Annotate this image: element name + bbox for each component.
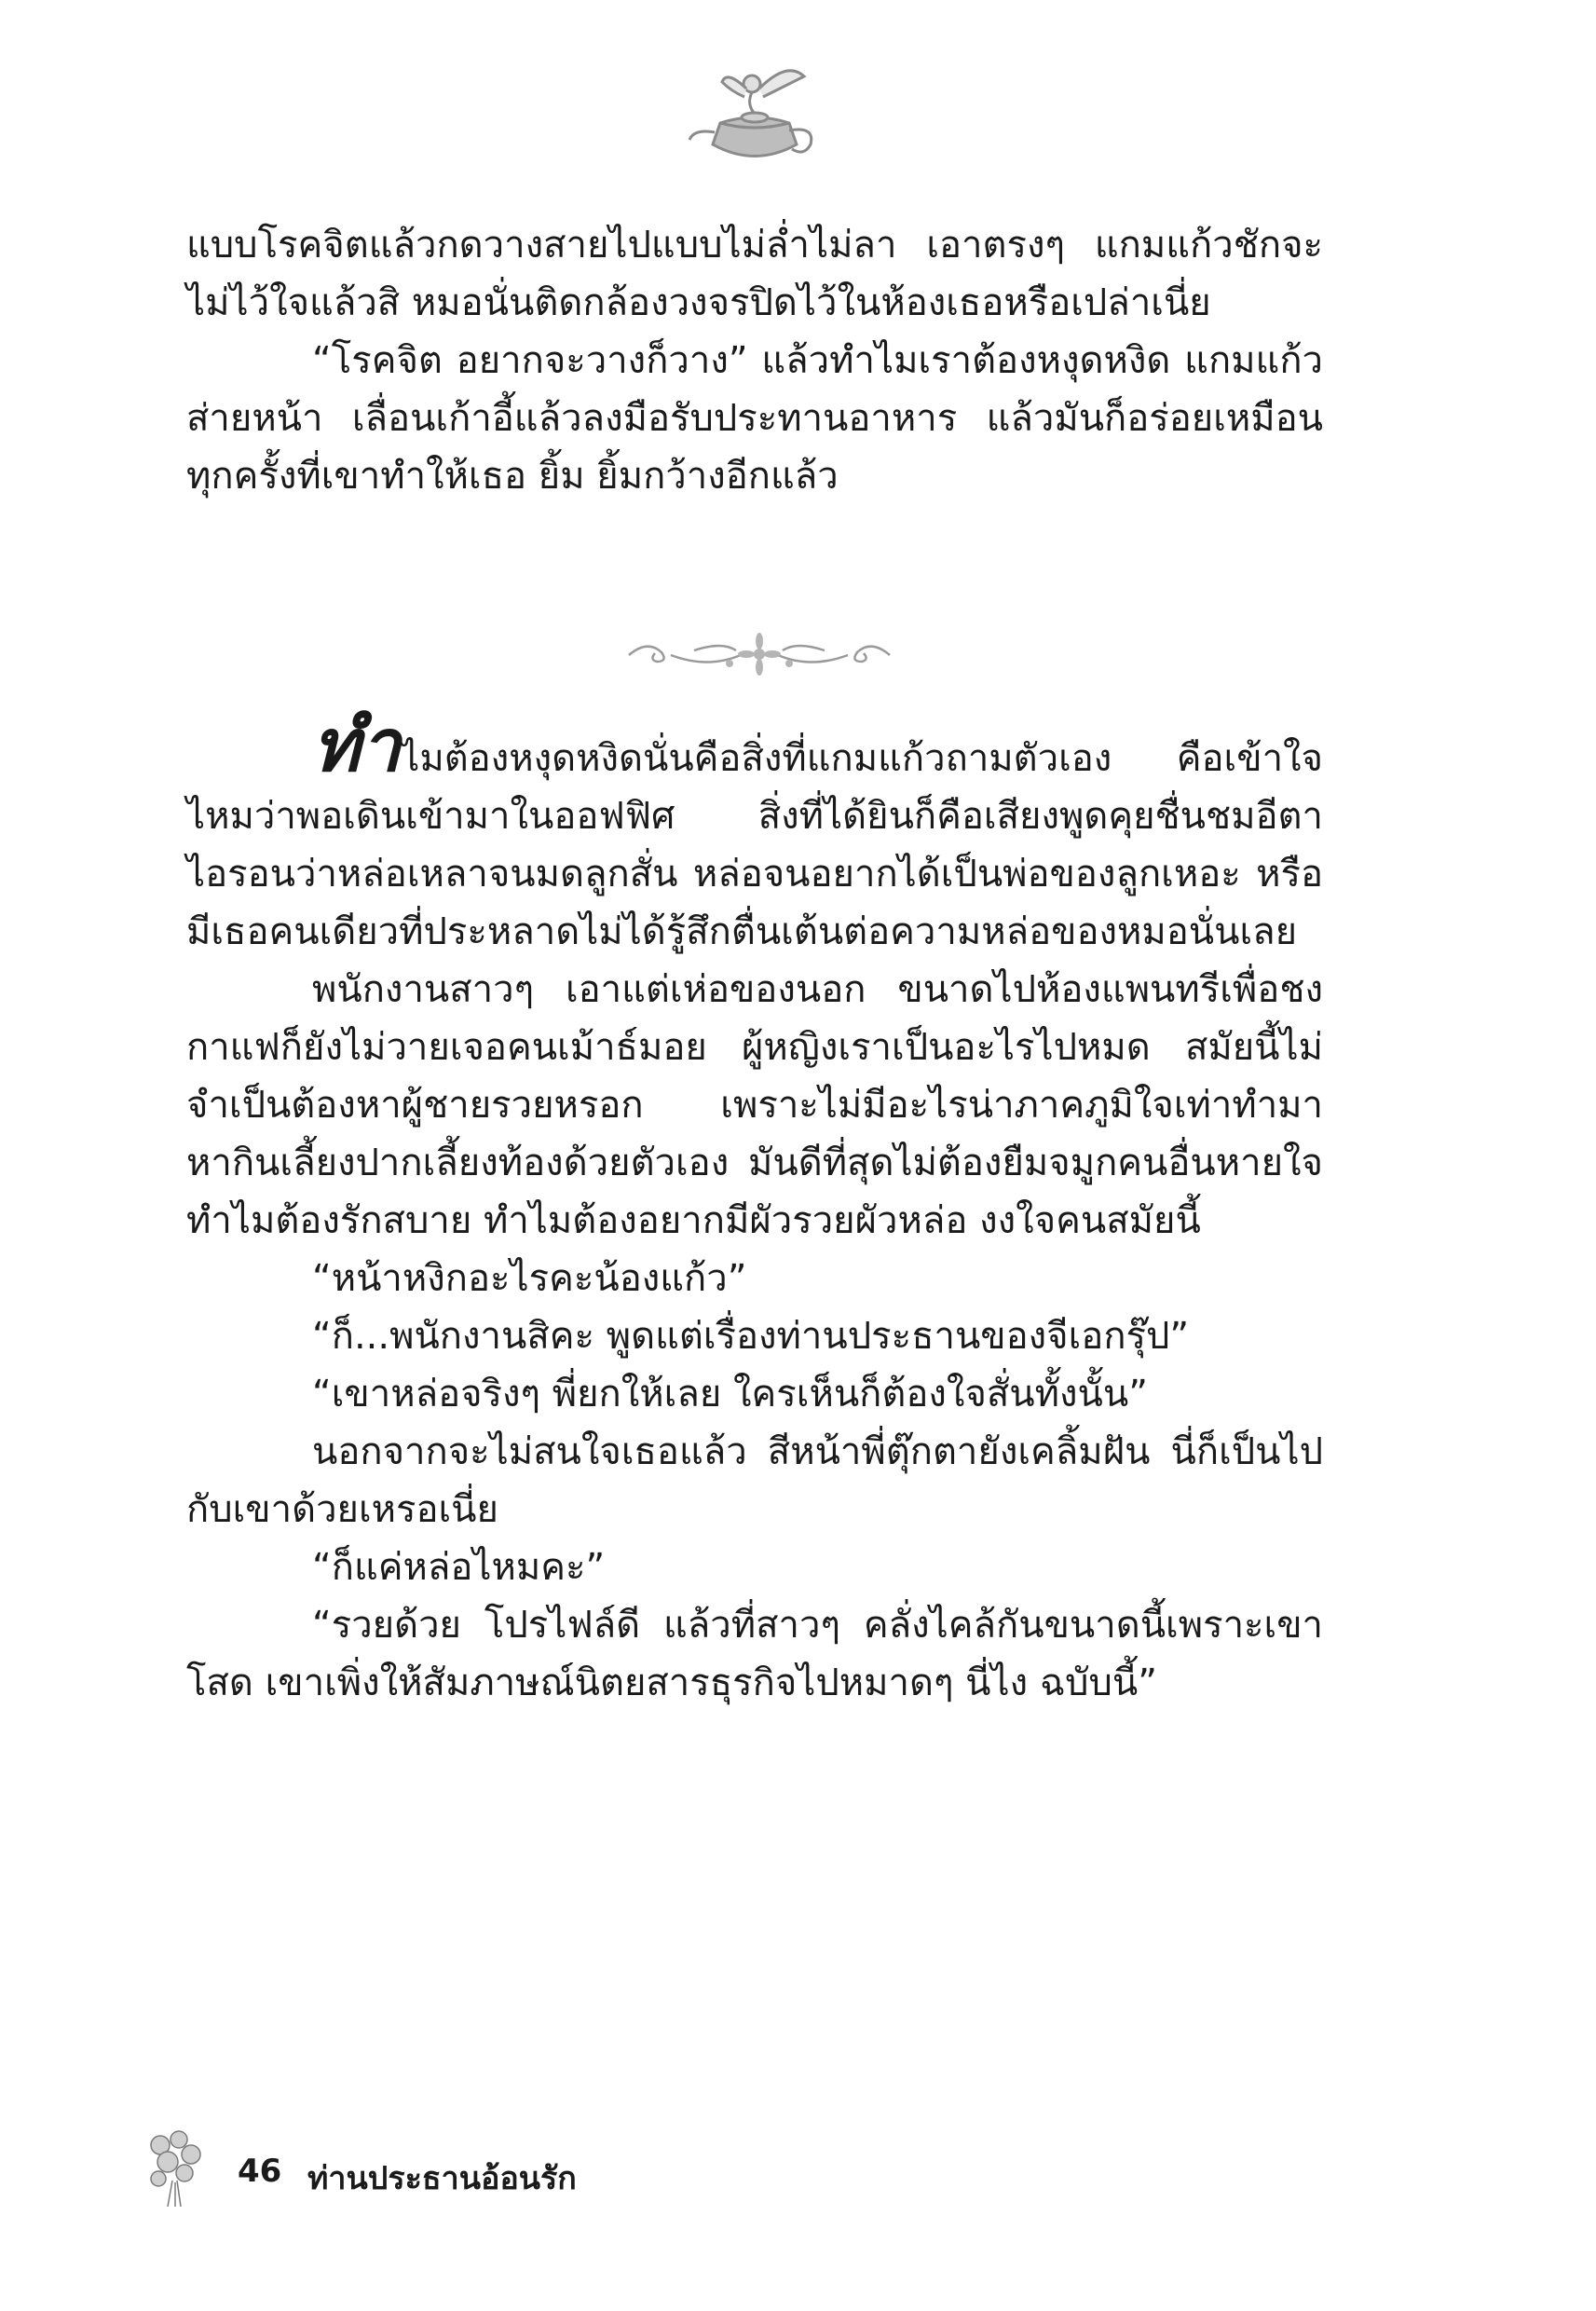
page-number: 46 (238, 2153, 282, 2190)
dialogue-line: “หน้าหงิกอะไรคะน้องแก้ว” (312, 1257, 747, 1300)
flower-bouquet-icon (140, 2125, 210, 2208)
dialogue-line: “ก็แค่หล่อไหมคะ” (312, 1546, 606, 1589)
paragraph: นอกจากจะไม่สนใจเธอแล้ว สีหน้าพี่ตุ๊กตายังเคลิ้มฝัน นี่ก็เป็นไปกับเขาด้วยเหรอเนี่ย (186, 1430, 1323, 1531)
section-1-text (186, 216, 1323, 505)
book-title: ท่านประธานอ้อนรัก (307, 2160, 577, 2197)
drop-word: ทำ (312, 704, 402, 788)
teapot-fairy-ornament-icon (685, 56, 825, 168)
dialogue-line: “ก็...พนักงานสิคะ พูดแต่เรื่องท่านประธานของจีเอกรุ๊ป” (312, 1315, 1190, 1358)
paragraph-rest: ไมต้องหงุดหงิดนั่นคือสิ่งที่แกมแก้วถามตัวเอง คือเข้าใจไหมว่าพอเดินเข้ามาในออฟฟิศ สิ่งที่ได้ยินก็คือเสียงพูดคุยชื่นชมอีตาไอรอนว่าหล่อเหลาจนมดลูกสั่น หล่อจนอยากได้เป็นพ่อของลูกเหอะ หรือมีเธอคนเดียวที่ประหลาดไม่ได้รู้สึกตื่นเต้นต่อความหล่อของหมอนั่นเลย (186, 737, 1323, 953)
page-footer (140, 2125, 792, 2208)
paragraph: พนักงานสาวๆ เอาแต่เห่อของนอก ขนาดไปห้องแพนทรีเพื่อชงกาแฟก็ยังไม่วายเจอคนเม้าธ์มอย ผู้หญิงเราเป็นอะไรไปหมด สมัยนี้ไม่จำเป็นต้องหาผู้ชายรวยหรอก เพราะไม่มีอะไรน่าภาคภูมิใจเท่าทำมาหากินเลี้ยงปากเลี้ยงท้องด้วยตัวเอง มันดีที่สุดไม่ต้องยืมจมูกคนอื่นหายใจ ทำไมต้องรักสบาย ทำไมต้องอยากมีผัวรวยผัวหล่อ งงใจคนสมัยนี้ (186, 968, 1323, 1242)
paragraph-with-drop-word (186, 704, 1323, 961)
paragraph: แบบโรคจิตแล้วกดวางสายไปแบบไม่ล่ำไม่ลา เอาตรงๆ แกมแก้วชักจะไม่ไว้ใจแล้วสิ หมอนั่นติดกล้องวงจรปิดไว้ในห้องเธอหรือเปล่าเนี่ย (186, 224, 1323, 324)
section-2-text (186, 704, 1323, 1712)
flourish-divider-icon (620, 622, 899, 688)
dialogue-line: “รวยด้วย โปรไฟล์ดี แล้วที่สาวๆ คลั่งไคล้กันขนาดนี้เพราะเขาโสด เขาเพิ่งให้สัมภาษณ์นิตยสารธุรกิจไปหมาดๆ นี่ไง ฉบับนี้” (186, 1604, 1323, 1704)
paragraph: “โรคจิต อยากจะวางก็วาง” แล้วทำไมเราต้องหงุดหงิด แกมแก้วส่ายหน้า เลื่อนเก้าอี้แล้วลงมือรับประทานอาหาร แล้วมันก็อร่อยเหมือนทุกครั้งที่เขาทำให้เธอ ยิ้ม ยิ้มกว้างอีกแล้ว (186, 339, 1323, 498)
dialogue-line: “เขาหล่อจริงๆ พี่ยกให้เลย ใครเห็นก็ต้องใจสั่นทั้งนั้น” (312, 1373, 1148, 1415)
